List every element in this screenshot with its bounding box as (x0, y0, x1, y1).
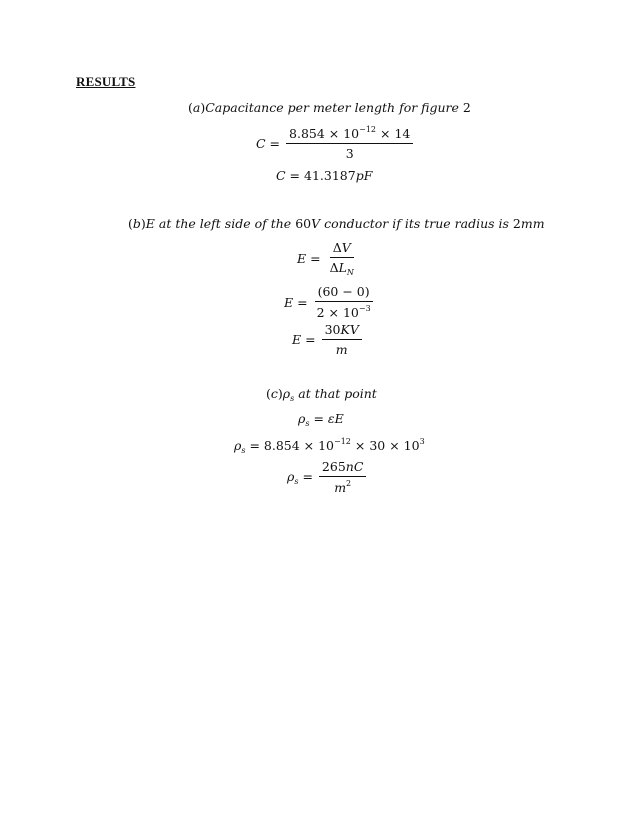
eq-lhs: E = (284, 294, 308, 310)
fraction-numerator: ΔV (330, 240, 354, 258)
fraction-denominator: $\Delta L_N$ (329, 260, 354, 277)
part-c-charge-density-result (287, 459, 366, 495)
fraction-numerator: (60 − 0) (315, 284, 373, 302)
eq-lhs: C = (256, 135, 281, 151)
part-a-label: (a)Capacitance per meter length for figure 2 (188, 100, 471, 115)
eq-lhs: E = (297, 251, 321, 266)
part-a-capacitance-fraction (256, 125, 413, 161)
part-c-charge-density-values: $\rho_s = 8.854 \times 10^{-12} \times 30 \times 10^3$ (234, 437, 425, 455)
fraction-denominator: 3 (345, 146, 354, 161)
fraction-numerator: 265nC (319, 459, 366, 477)
part-c-charge-density-def: $\rho_s = \varepsilon E$ (298, 411, 344, 428)
part-c-label: $(c)\rho_s$ at that point (266, 386, 377, 403)
eq-lhs: E = (292, 332, 316, 347)
part-b-label: (b)E at the left side of the 60V conductor if its true radius is 2mm (128, 216, 545, 231)
part-b-field-values (284, 284, 374, 320)
fraction (314, 284, 374, 320)
fraction-denominator: $m^2$ (334, 479, 352, 495)
part-b-field-delta (297, 240, 357, 277)
fraction (327, 240, 357, 277)
fraction-numerator: 30KV (322, 322, 362, 340)
part-b-field-result (292, 322, 362, 357)
part-a-capacitance-result: C = 41.3187pF (276, 168, 373, 183)
fraction (319, 459, 366, 495)
fraction (322, 322, 362, 357)
fraction-numerator: $8.854 \times 10^{-12} \times 14$ (286, 125, 413, 144)
fraction-denominator: $2 \times 10^{-3}$ (316, 304, 371, 320)
eq-lhs: $\rho_s$ = (287, 468, 313, 486)
fraction-denominator: m (335, 342, 348, 357)
results-heading: RESULTS (76, 74, 136, 89)
fraction (286, 125, 413, 161)
